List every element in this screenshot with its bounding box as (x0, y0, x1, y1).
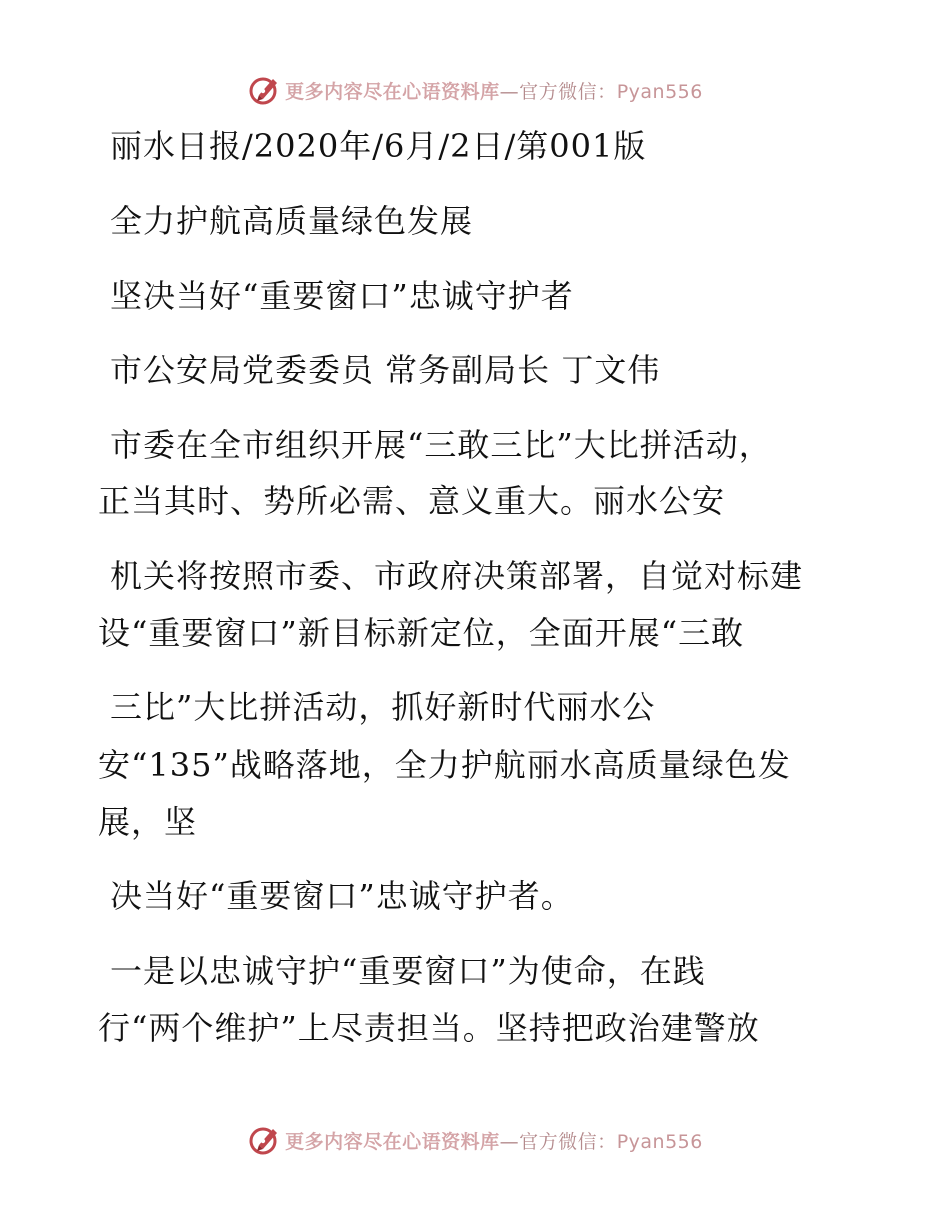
headline-secondary: 坚决当好“重要窗口”忠诚守护者 (110, 277, 574, 315)
watermark-id: Pyan556 (616, 1130, 703, 1153)
paragraph-line: 展，坚 (98, 803, 198, 841)
pen-nib-logo-icon (247, 1123, 281, 1157)
paragraph-line: 安“135”战略落地，全力护航丽水高质量绿色发 (98, 746, 791, 784)
watermark-dash: — (499, 80, 520, 103)
paragraph-line: 决当好“重要窗口”忠诚守护者。 (110, 877, 574, 915)
paragraph-line: 设“重要窗口”新目标新定位，全面开展“三敢 (98, 614, 745, 652)
watermark-main: 更多内容尽在心语资料库 (285, 1130, 500, 1153)
watermark-sub: 官方微信： (519, 1130, 617, 1153)
paragraph-line: 一是以忠诚守护“重要窗口”为使命，在践 (110, 952, 706, 990)
headline-primary: 全力护航高质量绿色发展 (110, 202, 474, 240)
byline: 市公安局党委委员 常务副局长 丁文伟 (110, 351, 661, 389)
paragraph-line: 正当其时、势所必需、意义重大。丽水公安 (98, 482, 726, 520)
watermark-id: Pyan556 (616, 80, 703, 103)
watermark-main: 更多内容尽在心语资料库 (285, 80, 500, 103)
watermark-text (285, 77, 703, 104)
watermark-sub: 官方微信： (519, 80, 617, 103)
paragraph-line: 行“两个维护”上尽责担当。坚持把政治建警放 (98, 1009, 760, 1047)
watermark-footer (0, 1120, 950, 1160)
paragraph-line: 市委在全市组织开展“三敢三比”大比拼活动， (110, 426, 772, 464)
watermark-dash: — (499, 1130, 520, 1153)
paragraph-line: 三比”大比拼活动，抓好新时代丽水公 (110, 688, 656, 726)
pen-nib-logo-icon (247, 73, 281, 107)
paragraph-line: 机关将按照市委、市政府决策部署，自觉对标建 (110, 557, 804, 595)
dateline: 丽水日报/2020年/6月/2日/第001版 (110, 127, 647, 165)
watermark-header (0, 70, 950, 110)
watermark-text (285, 1127, 703, 1154)
